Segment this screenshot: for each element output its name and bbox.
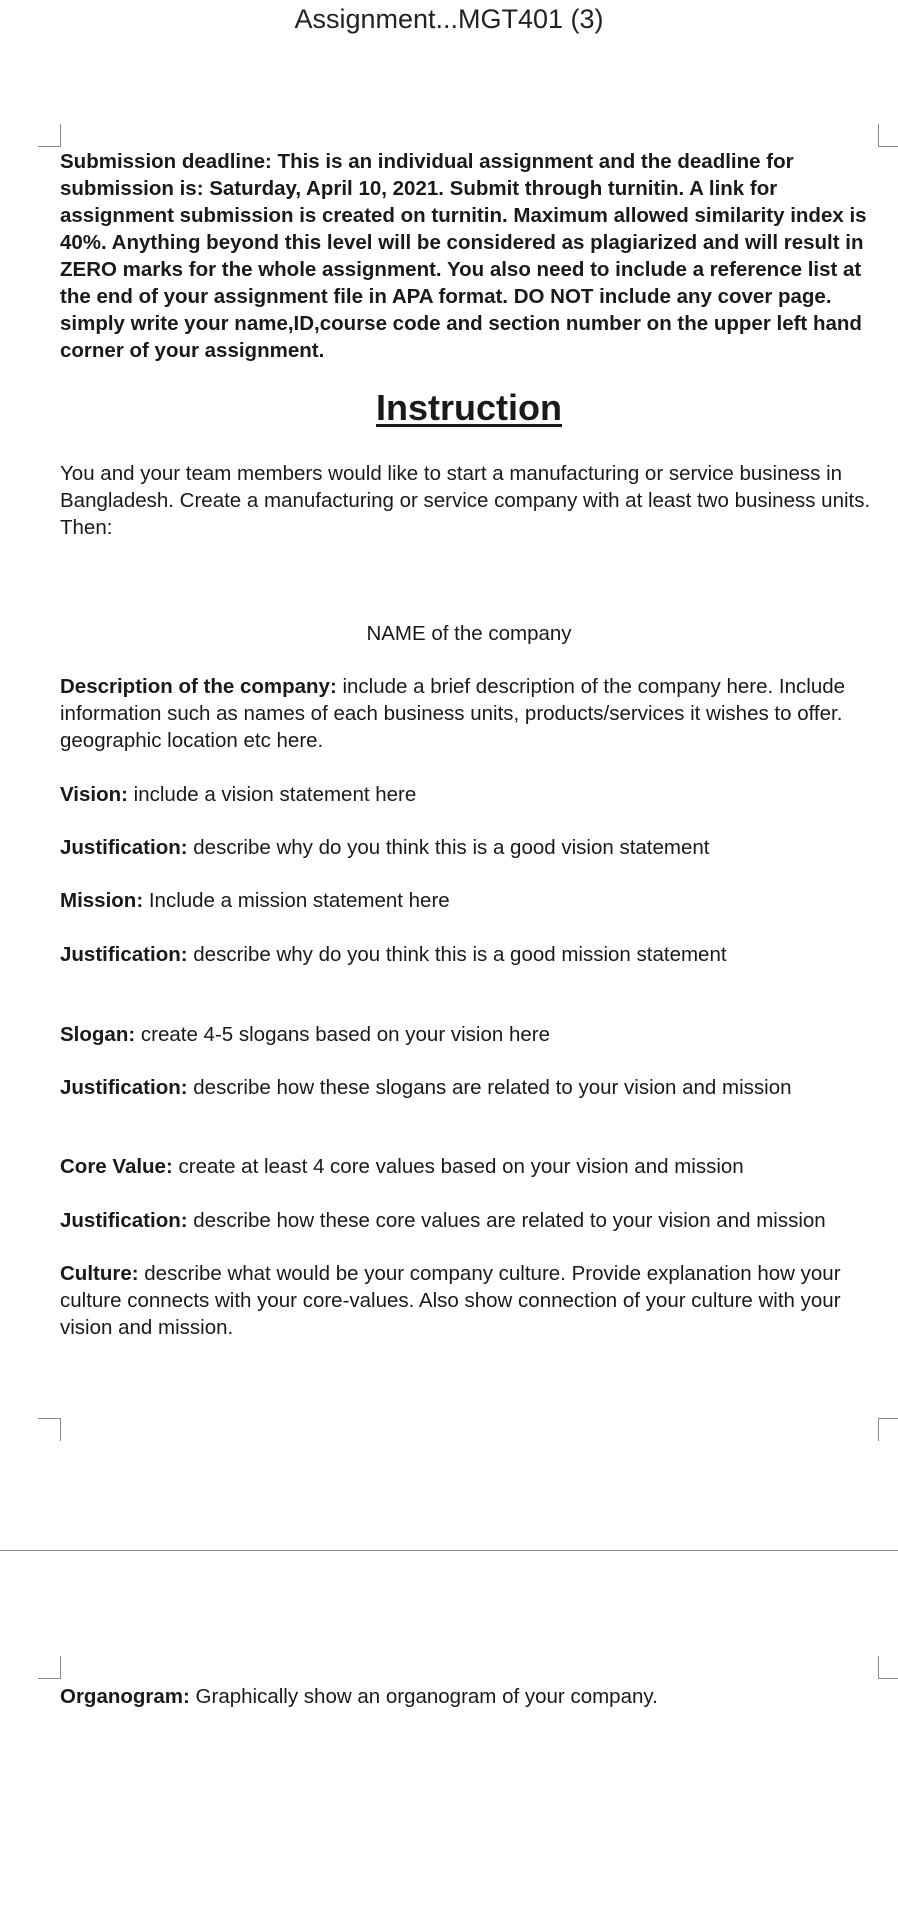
- mission-text: Include a mission statement here: [143, 889, 450, 912]
- page-margin-corner-top-right: [878, 124, 898, 147]
- page-margin-corner-bottom-left: [38, 1418, 61, 1441]
- culture-label: Culture:: [60, 1262, 139, 1285]
- slogan-text: create 4-5 slogans based on your vision here: [135, 1023, 550, 1046]
- core-value-label: Core Value:: [60, 1155, 173, 1178]
- core-value-justification-text: describe how these core values are related to your vision and mission: [187, 1209, 826, 1232]
- vision-justification-field: [60, 834, 882, 861]
- document-title: Assignment...MGT401 (3): [294, 4, 604, 34]
- submission-deadline-paragraph: Submission deadline: This is an individual assignment and the deadline for submission is: Saturday, April 10, 2021. Submit through turnitin. A link for assignment submission is created on turnitin. Maximum allowed similarity index is 40%. Anything beyond this level will be considered as plagiarized and will result in ZERO marks for the whole assignment. You also need to include a reference list at the end of your assignment file in APA format. DO NOT include any cover page. simply write your name,ID,course code and section number on the upper left hand corner of your assignment.: [60, 150, 867, 362]
- slogan-justification-label: Justification:: [60, 1076, 188, 1099]
- company-name-heading: NAME of the company: [366, 622, 572, 645]
- core-value-field: [60, 1153, 882, 1180]
- mission-justification-label: Justification:: [60, 943, 188, 966]
- organogram-text: Graphically show an organogram of your company.: [189, 1685, 658, 1708]
- mission-justification-text: describe why do you think this is a good mission statement: [187, 943, 727, 966]
- vision-field: [60, 781, 882, 808]
- core-value-text: create at least 4 core values based on your vision and mission: [172, 1155, 744, 1178]
- vision-justification-text: describe why do you think this is a good vision statement: [187, 836, 710, 859]
- page2-margin-corner-top-left: [38, 1656, 61, 1679]
- page-break-divider: [0, 1550, 898, 1551]
- description-field: [60, 673, 882, 754]
- page2-margin-corner-top-right: [878, 1656, 898, 1679]
- organogram-label: Organogram:: [60, 1685, 190, 1708]
- mission-label: Mission:: [60, 889, 144, 912]
- page-margin-corner-bottom-right: [878, 1418, 898, 1441]
- organogram-field: [60, 1683, 882, 1710]
- instruction-intro-paragraph: You and your team members would like to start a manufacturing or service business in Bangladesh. Create a manufacturing or service company with at least two business units. Then:: [60, 462, 871, 539]
- instruction-heading: Instruction: [376, 387, 562, 428]
- description-label: Description of the company:: [60, 675, 337, 698]
- core-value-justification-field: [60, 1207, 882, 1234]
- page-margin-corner-top-left: [38, 124, 61, 147]
- core-value-justification-label: Justification:: [60, 1209, 188, 1232]
- culture-text: describe what would be your company culture. Provide explanation how your culture connects with your core-values. Also show connection of your culture with your vision and mission.: [60, 1262, 841, 1339]
- vision-label: Vision:: [60, 783, 128, 806]
- slogan-field: [60, 1021, 882, 1048]
- culture-field: [60, 1260, 882, 1341]
- slogan-justification-text: describe how these slogans are related to your vision and mission: [187, 1076, 792, 1099]
- description-text: include a brief description of the company here. Include information such as names of each business units, products/services it wishes to offer. geographic location etc here.: [60, 675, 846, 752]
- slogan-justification-field: [60, 1074, 882, 1101]
- vision-text: include a vision statement here: [127, 783, 417, 806]
- mission-justification-field: [60, 941, 882, 968]
- mission-field: [60, 887, 882, 914]
- vision-justification-label: Justification:: [60, 836, 188, 859]
- slogan-label: Slogan:: [60, 1023, 136, 1046]
